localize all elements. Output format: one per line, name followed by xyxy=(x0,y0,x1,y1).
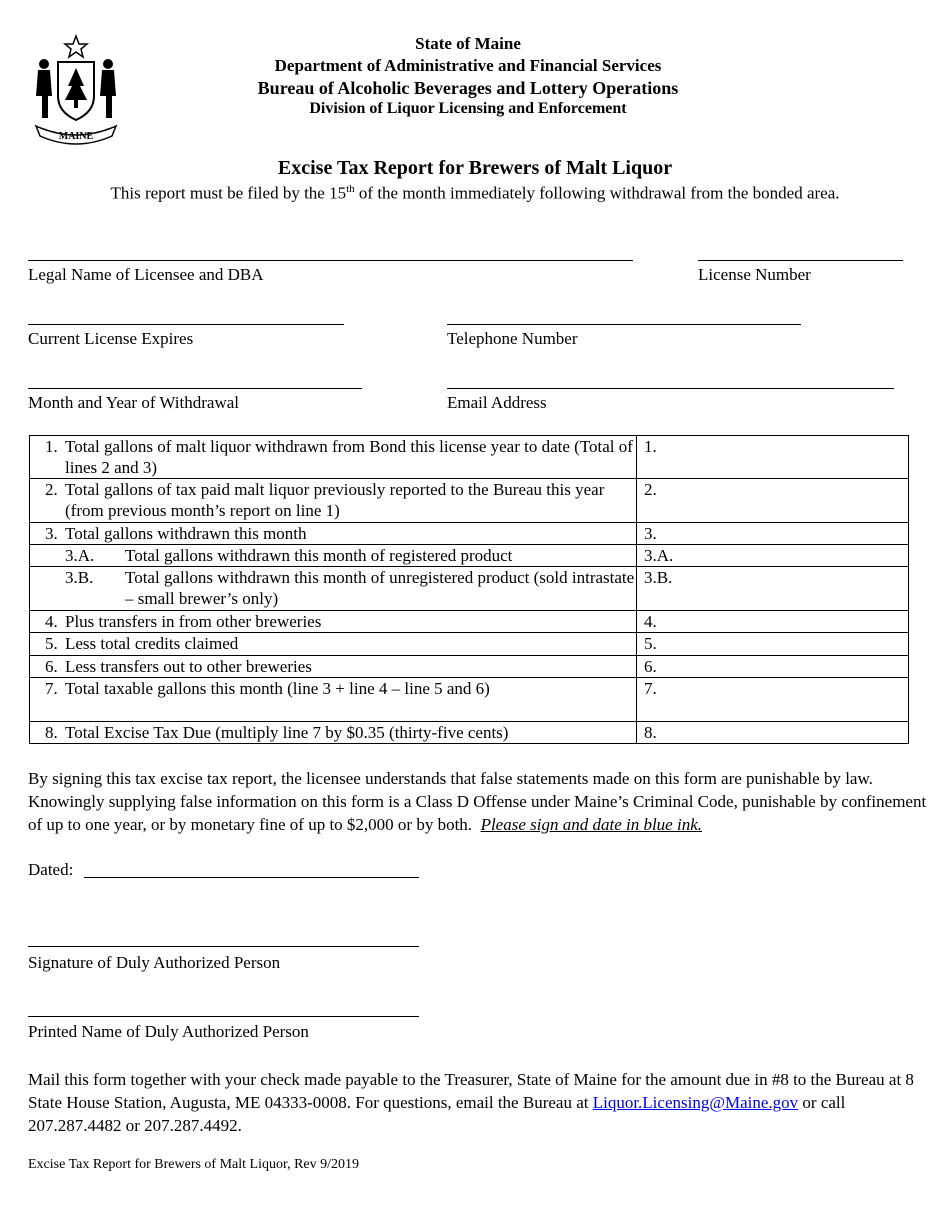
table-row: 7. Total taxable gallons this month (line 3 + line 4 – line 5 and 6) 7. xyxy=(30,678,909,722)
telephone-label: Telephone Number xyxy=(447,329,578,348)
mailing-instructions: Mail this form together with your check made payable to the Treasurer, State of Maine for the amount due in #8 to the Bureau at 8 State House Station, Augusta, ME 04333-0008. For questions, email the Bureau at Liquor.Licensing@Maine.gov or call 207.287.4482 or 207.287.4492. xyxy=(28,1070,914,1135)
license-number-label: License Number xyxy=(698,265,811,284)
line-8-value[interactable]: 8. xyxy=(637,722,909,744)
line-4-value[interactable]: 4. xyxy=(637,611,909,633)
header-division: Division of Liquor Licensing and Enforcement xyxy=(309,100,627,117)
table-row: 4. Plus transfers in from other breweries 4. xyxy=(30,611,909,633)
table-row: 5. Less total credits claimed 5. xyxy=(30,633,909,656)
table-row: 1. Total gallons of malt liquor withdrawn from Bond this license year to date (Total of lines 2 and 3) 1. xyxy=(30,436,909,479)
line-3a-value[interactable]: 3.A. xyxy=(637,545,909,567)
email-label: Email Address xyxy=(447,393,547,412)
table-row: 3.A. Total gallons withdrawn this month of registered product 3.A. xyxy=(30,545,909,567)
license-expires-label: Current License Expires xyxy=(28,329,194,348)
month-year-input-line[interactable] xyxy=(28,388,362,389)
table-row: 2. Total gallons of tax paid malt liquor previously reported to the Bureau this year (from previous month’s report on line 1) 2. xyxy=(30,479,909,523)
form-subtitle: This report must be filed by the 15th of the month immediately following withdrawal from the bonded area. xyxy=(110,183,840,203)
table-row: 6. Less transfers out to other breweries 6. xyxy=(30,656,909,678)
email-input-line[interactable] xyxy=(447,388,894,389)
signature-input-line[interactable] xyxy=(28,946,419,947)
line-3b-value[interactable]: 3.B. xyxy=(637,567,909,611)
line-5-value[interactable]: 5. xyxy=(637,633,909,656)
dated-label: Dated: xyxy=(28,860,74,879)
line-6-value[interactable]: 6. xyxy=(637,656,909,678)
table-row: 8. Total Excise Tax Due (multiply line 7 by $0.35 (thirty-five cents) 8. xyxy=(30,722,909,744)
signature-label: Signature of Duly Authorized Person xyxy=(28,953,281,972)
line-7-value[interactable]: 7. xyxy=(637,678,909,722)
form-title: Excise Tax Report for Brewers of Malt Liquor xyxy=(277,157,673,179)
tax-table xyxy=(29,435,909,744)
dated-input-line[interactable] xyxy=(84,877,419,878)
certification-text: By signing this tax excise tax report, the licensee understands that false statements made on this form are punishable by law. Knowingly supplying false information on this form is a Class D Offense under Maine’s Criminal Code, punishable by confinement of up to one year, or by monetary fine of up to $2,000 or by both. Please sign and date in blue ink. xyxy=(28,769,927,834)
table-row: 3. Total gallons withdrawn this month 3. xyxy=(30,523,909,545)
legal-name-input-line[interactable] xyxy=(28,260,633,261)
table-row: 3.B. Total gallons withdrawn this month of unregistered product (sold intrastate – small brewer’s only) 3.B. xyxy=(30,567,909,611)
header-state: State of Maine xyxy=(415,34,521,53)
printed-name-input-line[interactable] xyxy=(28,1016,419,1017)
legal-name-label: Legal Name of Licensee and DBA xyxy=(28,265,264,284)
license-number-input-line[interactable] xyxy=(698,260,903,261)
footer-revision: Excise Tax Report for Brewers of Malt Liquor, Rev 9/2019 xyxy=(28,1157,360,1172)
license-expires-input-line[interactable] xyxy=(28,324,344,325)
email-link[interactable]: Liquor.Licensing@Maine.gov xyxy=(592,1093,799,1112)
line-2-value[interactable]: 2. xyxy=(637,479,909,523)
telephone-input-line[interactable] xyxy=(447,324,801,325)
printed-name-label: Printed Name of Duly Authorized Person xyxy=(28,1022,309,1041)
header-bureau: Bureau of Alcoholic Beverages and Lottery Operations xyxy=(257,78,679,98)
line-1-value[interactable]: 1. xyxy=(637,436,909,479)
seal-text: MAINE xyxy=(58,131,94,142)
sign-instruction: Please sign and date in blue ink. xyxy=(480,815,702,834)
line-3-value[interactable]: 3. xyxy=(637,523,909,545)
month-year-label: Month and Year of Withdrawal xyxy=(28,393,239,412)
header-department: Department of Administrative and Financial Services xyxy=(274,56,662,75)
